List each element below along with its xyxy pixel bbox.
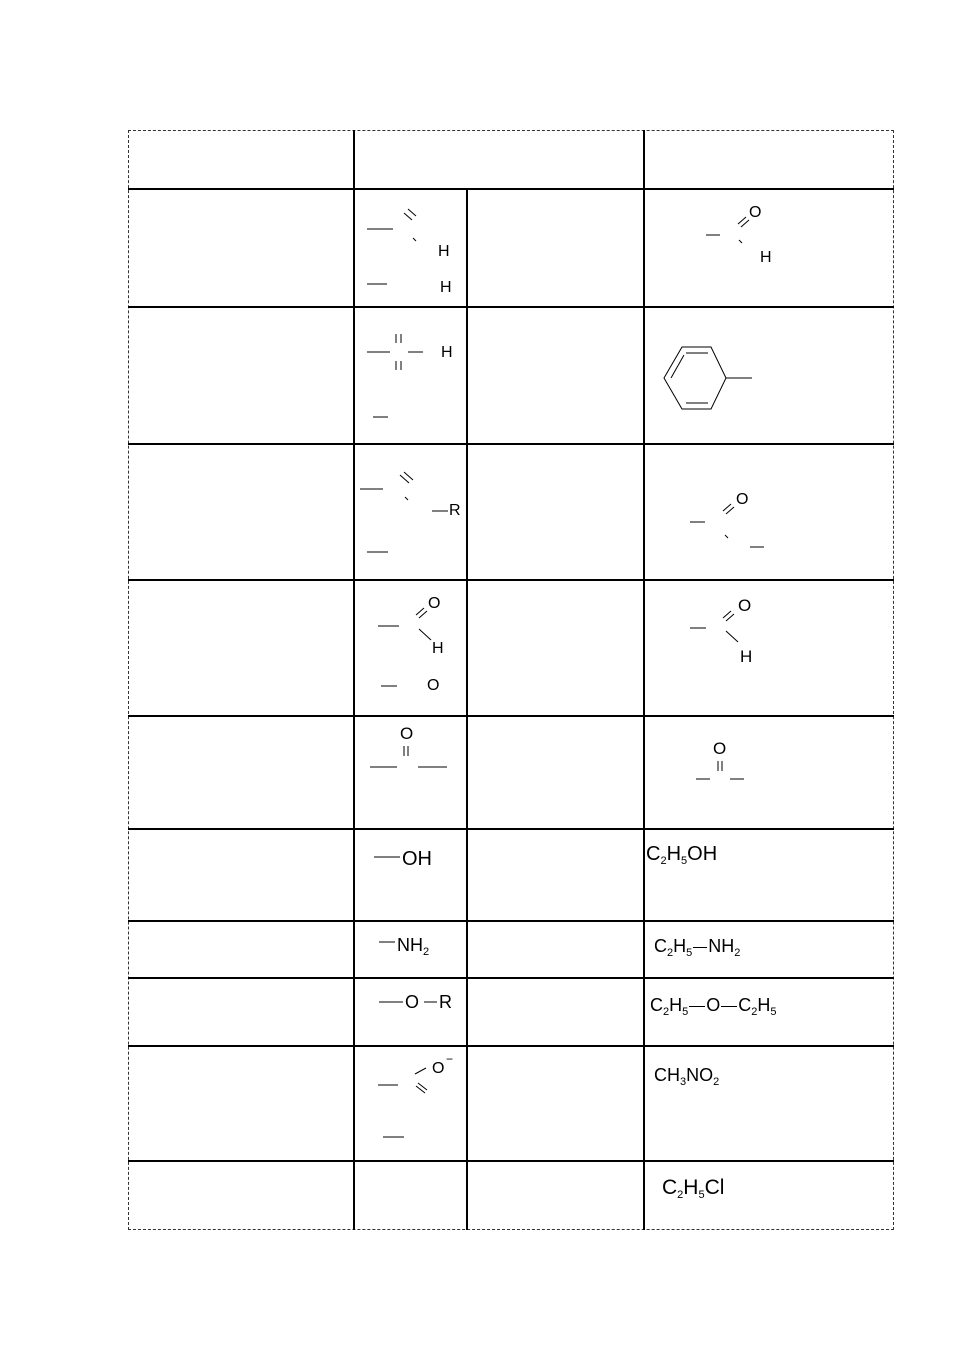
row-divider — [128, 1045, 894, 1047]
row6-main-label: OH — [402, 848, 432, 870]
row4-example-structure — [685, 597, 775, 667]
row-divider — [128, 828, 894, 830]
row3-example-structure — [685, 490, 775, 560]
row-divider — [128, 920, 894, 922]
row1-main-atom-1: H — [438, 243, 450, 260]
row4-example-atom-1: O — [738, 596, 752, 615]
row-divider — [128, 1160, 894, 1162]
row9-main-structure — [372, 1062, 462, 1152]
row4-main-atom-3: O — [427, 677, 440, 694]
row4-main-atom-2: H — [432, 640, 444, 657]
row5-main-atom-O: O — [400, 724, 414, 743]
column-divider-3 — [643, 130, 645, 1230]
row4-main-atom-1: O — [428, 595, 441, 612]
row7-example-formula: $C_2H_5$ $NH_2$ — [654, 936, 741, 959]
row8-example-formula: $C_2H_5$ O $C_2H_5$ — [650, 995, 777, 1018]
toluene-structure — [660, 345, 760, 415]
row-divider — [128, 306, 894, 308]
row5-main-structure — [365, 742, 455, 782]
row3-main-atom-R: R — [449, 502, 461, 519]
row6-example-formula: $C_2H_5OH$ — [646, 843, 718, 867]
row9-main-charge: − — [446, 1052, 454, 1066]
row8-main-atom-O: O — [405, 992, 420, 1012]
row4-example-atom-2: H — [740, 647, 753, 666]
row2-main-atom-1: H — [441, 344, 453, 361]
row3-main-structure — [355, 470, 465, 570]
table-frame — [128, 130, 894, 1230]
row1-example-atom-1: O — [749, 204, 762, 221]
row-divider — [128, 977, 894, 979]
column-divider-2 — [466, 188, 468, 1230]
row9-main-atom-O: O — [432, 1060, 445, 1077]
row10-example-formula: C2H5Cl — [662, 1176, 725, 1201]
row-divider — [128, 443, 894, 445]
row3-example-atom-O: O — [736, 491, 749, 508]
row-divider — [128, 188, 894, 190]
row5-example-atom-O: O — [713, 739, 727, 758]
row7-main-label: $NH_2$ — [397, 935, 430, 958]
row-divider — [128, 715, 894, 717]
row1-example-atom-2: H — [760, 249, 772, 266]
row1-main-atom-2: H — [440, 279, 452, 296]
row8-main-atom-R: R — [439, 992, 452, 1012]
row9-example-formula: $CH_3NO_2$ — [654, 1065, 720, 1088]
row5-example-structure — [690, 758, 760, 788]
column-divider-1 — [353, 130, 355, 1230]
row4-main-structure — [370, 595, 460, 695]
row-divider — [128, 579, 894, 581]
